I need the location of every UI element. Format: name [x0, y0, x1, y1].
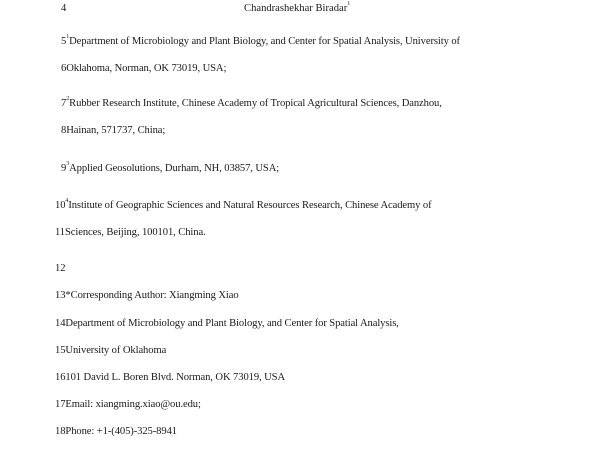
document-line — [61, 97, 442, 111]
line-number: 7 — [61, 98, 67, 109]
line-number: 17 — [55, 399, 66, 410]
line-number: 11 — [55, 227, 66, 238]
line-text: *Corresponding Author: Xiangming Xiao — [65, 290, 239, 301]
line-text: Phone: +1-(405)-325-8941 — [65, 426, 177, 437]
document-line — [55, 317, 399, 331]
document-line — [61, 124, 165, 138]
line-number: 16 — [55, 372, 66, 383]
affiliation-sup: 2 — [66, 96, 70, 103]
line-text: 101 David L. Boren Blvd. Norman, OK 73019, USA — [65, 372, 286, 383]
line-number: 5 — [61, 36, 67, 47]
line-number: 6 — [61, 63, 67, 74]
affiliation-sup: 4 — [65, 198, 69, 205]
line-number: 10 — [55, 200, 66, 211]
author-name-text: Chandrashekhar Biradar — [244, 3, 348, 14]
document-line — [61, 35, 460, 49]
document-line — [55, 344, 166, 358]
document-line — [55, 289, 239, 303]
line-text: Oklahoma, Norman, OK 73019, USA; — [66, 63, 227, 74]
document-line — [55, 226, 206, 240]
line-number: 13 — [55, 290, 66, 301]
line-number-header: 4 — [61, 3, 67, 14]
line-number: 15 — [55, 345, 66, 356]
line-text: Department of Microbiology and Plant Biology, and Center for Spatial Analysis, University of — [69, 36, 460, 47]
line-text: Email: xiangming.xiao@ou.edu; — [65, 399, 201, 410]
line-text: Institute of Geographic Sciences and Natural Resources Research, Chinese Academy of — [68, 200, 432, 211]
document-line — [55, 199, 432, 213]
affiliation-sup: 1 — [66, 34, 70, 41]
document-line — [55, 371, 285, 385]
line-text: Rubber Research Institute, Chinese Academy of Tropical Agricultural Sciences, Danzhou, — [69, 98, 442, 109]
line-text: University of Oklahoma — [65, 345, 167, 356]
line-text: Sciences, Beijing, 100101, China. — [65, 227, 206, 238]
author-name — [244, 2, 350, 16]
document-line — [55, 398, 201, 412]
line-number: 18 — [55, 426, 66, 437]
line-number: 8 — [61, 125, 67, 136]
document-line — [55, 425, 177, 439]
affiliation-sup: 3 — [66, 161, 70, 168]
line-text: Department of Microbiology and Plant Biology, and Center for Spatial Analysis, — [65, 318, 399, 329]
line-text: Applied Geosolutions, Durham, NH, 03857, USA; — [69, 163, 280, 174]
line-number: 9 — [61, 163, 67, 174]
line-number: 12 — [55, 263, 66, 274]
document-line — [61, 62, 226, 76]
author-affiliation-sup: 1 — [347, 1, 351, 8]
line-number: 14 — [55, 318, 66, 329]
document-line — [61, 162, 279, 176]
line-text: Hainan, 571737, China; — [66, 125, 166, 136]
document-line — [55, 262, 65, 276]
